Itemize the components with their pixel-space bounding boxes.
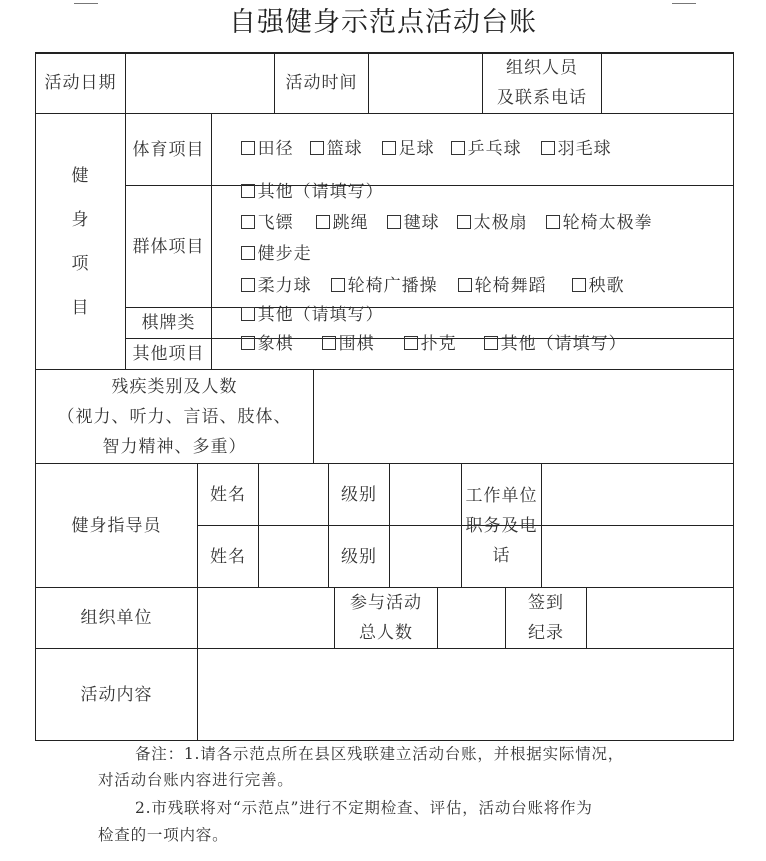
checkbox-icon[interactable]: [484, 336, 498, 350]
instructor-work-field[interactable]: [542, 526, 733, 587]
option-row: [515, 116, 612, 182]
mass-label: 群体项目: [132, 236, 205, 257]
checkbox-icon[interactable]: [241, 336, 255, 350]
disability-label-line1: 残疾类别及人数: [111, 376, 238, 397]
note-1-line-2: 对活动台账内容进行完善。: [98, 771, 294, 789]
instructor-work-label: [462, 464, 541, 587]
checkbox-option[interactable]: 轮椅舞蹈: [458, 276, 547, 296]
checkbox-option[interactable]: 跳绳: [316, 213, 369, 233]
option-row: [361, 190, 440, 256]
option-row: [458, 311, 627, 377]
org-label: 组织单位: [80, 608, 153, 628]
checkbox-icon[interactable]: [404, 336, 418, 350]
time-label: 活动时间: [285, 73, 358, 93]
checkbox-icon[interactable]: [572, 278, 586, 292]
participants-field[interactable]: [438, 588, 505, 648]
instructor-level-label: 级别: [341, 484, 377, 505]
date-label: 活动日期: [44, 73, 117, 93]
participants-label-line2: 总人数: [359, 623, 413, 643]
instructor-level-field[interactable]: [390, 464, 461, 525]
fitness-label-char: 项: [71, 253, 90, 274]
option-row: [432, 253, 547, 319]
participants-label: [335, 588, 437, 648]
checkbox-icon[interactable]: [457, 215, 471, 229]
page-title: 自强健身示范点活动台账: [229, 7, 537, 38]
signin-label-line2: 纪录: [528, 623, 564, 643]
col-divider: [211, 113, 212, 370]
note-2-line-1: 2.市残联将对“示范点”进行不定期检查、评估，活动台账将作为: [135, 799, 593, 817]
work-label-line1: 工作单位: [465, 485, 538, 506]
checkbox-option[interactable]: 其他（请填写）: [241, 305, 384, 325]
option-row: [215, 311, 294, 377]
checkbox-option[interactable]: 扑克: [404, 334, 457, 354]
option-row: [296, 311, 375, 377]
instructor-level-label: 级别: [341, 546, 377, 567]
disability-label-line3: 智力精神、多重）: [102, 436, 247, 457]
organizer-field[interactable]: [602, 53, 733, 113]
chess-label: 棋牌类: [141, 313, 196, 333]
checkbox-icon[interactable]: [241, 141, 255, 155]
checkbox-option[interactable]: 秧歌: [572, 276, 625, 296]
checkbox-option[interactable]: 乒乓球: [451, 139, 522, 159]
checkbox-option[interactable]: 轮椅广播操: [331, 276, 438, 296]
instructor-work-field[interactable]: [542, 464, 733, 525]
other-items-label: 其他项目: [132, 344, 205, 364]
fitness-label-char: 健: [71, 165, 90, 186]
org-field[interactable]: [198, 588, 334, 648]
organizer-label-line2: 及联系电话: [497, 88, 587, 108]
option-row: [431, 190, 528, 256]
checkbox-option[interactable]: 羽毛球: [541, 139, 612, 159]
time-field[interactable]: [369, 53, 482, 113]
instructor-label: 健身指导员: [71, 515, 162, 536]
instructor-level-field[interactable]: [390, 526, 461, 587]
checkbox-option[interactable]: 田径: [241, 139, 294, 159]
checkbox-option[interactable]: 轮椅太极拳: [546, 213, 653, 233]
disability-label-line2: （视力、听力、言语、肢体、: [57, 406, 292, 427]
option-row: [378, 311, 457, 377]
checkbox-option[interactable]: 足球: [382, 139, 435, 159]
organizer-label-line1: 组织人员: [506, 58, 578, 78]
option-row: [425, 116, 522, 182]
signin-label-line1: 签到: [528, 593, 564, 613]
instructor-name-label: 姓名: [210, 484, 246, 505]
checkbox-icon[interactable]: [316, 215, 330, 229]
disability-field[interactable]: [314, 370, 733, 463]
instructor-name-label: 姓名: [210, 546, 246, 567]
checkbox-option[interactable]: 健步走: [241, 244, 312, 264]
checkbox-icon[interactable]: [541, 141, 555, 155]
fitness-label-char: 身: [71, 209, 90, 230]
work-label-line2: 职务及电: [465, 515, 538, 536]
note-1-line-1: 备注：1.请各示范点所在县区残联建立活动台账，并根据实际情况，: [135, 745, 625, 763]
fitness-group-label: [36, 114, 125, 369]
checkbox-icon[interactable]: [458, 278, 472, 292]
checkbox-option[interactable]: 飞镖: [241, 213, 294, 233]
signin-field[interactable]: [587, 588, 733, 648]
checkbox-option[interactable]: 柔力球: [241, 276, 312, 296]
checkbox-option[interactable]: 其他（请填写）: [484, 334, 627, 354]
work-label-line3: 话: [492, 545, 511, 566]
date-field[interactable]: [126, 53, 274, 113]
checkbox-option[interactable]: 象棋: [241, 334, 294, 354]
checkbox-icon[interactable]: [322, 336, 336, 350]
content-label: 活动内容: [80, 684, 153, 705]
table-border-right: [733, 52, 734, 741]
checkbox-icon[interactable]: [382, 141, 396, 155]
checkbox-option[interactable]: 篮球: [310, 139, 363, 159]
checkbox-icon[interactable]: [451, 141, 465, 155]
participants-label-line1: 参与活动: [350, 593, 422, 613]
checkbox-icon[interactable]: [387, 215, 401, 229]
checkbox-option[interactable]: 毽球: [387, 213, 440, 233]
content-field[interactable]: [198, 649, 733, 740]
instructor-name-field[interactable]: [259, 526, 328, 587]
option-row: [546, 253, 625, 319]
checkbox-option[interactable]: 太极扇: [457, 213, 528, 233]
note-2-line-2: 检查的一项内容。: [98, 826, 229, 844]
option-row: [520, 190, 653, 256]
signin-label: [506, 588, 586, 648]
checkbox-option[interactable]: 围棋: [322, 334, 375, 354]
checkbox-icon[interactable]: [310, 141, 324, 155]
sports-label: 体育项目: [132, 139, 205, 160]
disability-label: [36, 370, 313, 463]
checkbox-icon[interactable]: [546, 215, 560, 229]
organizer-label: [483, 53, 601, 113]
fitness-label-char: 目: [71, 297, 90, 318]
instructor-name-field[interactable]: [259, 464, 328, 525]
checkbox-option[interactable]: 其他（请填写）: [241, 182, 384, 202]
